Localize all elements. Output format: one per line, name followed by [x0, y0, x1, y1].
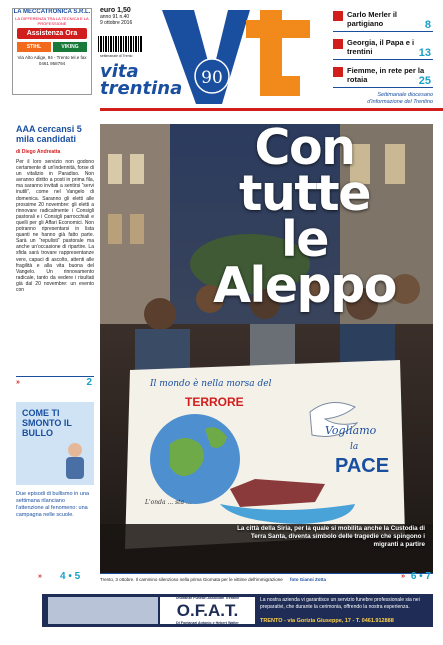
ofat-logo — [160, 597, 255, 624]
ofat-address: TRENTO - via Gorizia Giuseppe, 17 - T. 0461.912888 — [260, 618, 394, 624]
price: euro 1,50 — [100, 7, 131, 14]
ad-meccatronica[interactable] — [12, 8, 92, 95]
tagline-line2: d'informazione del Trentino — [367, 99, 433, 105]
banner-text-small: L'onda ... sta ... — [145, 499, 192, 506]
logo-number: 90 — [201, 68, 223, 88]
photo-credit: foto Gianni Zotta — [290, 577, 327, 582]
ad-banner: Assistenza Ora — [17, 28, 87, 39]
tagline-line1: Settimanale diocesano — [377, 92, 433, 98]
banner-text-terrore: TERRORE — [185, 395, 244, 409]
ofat-text: La nostra azienda vi garantisce un servizio funebre professionale sia nei preparativi, che durante la cerimonia, offrendo la nostra esperienza. — [260, 597, 420, 610]
sidebar-body: Per il loro servizio non godono certamente di un'indennità, forse di un vitalizio in Paradiso. Non avranno diritto a posti in prima fila, ma saranno invitati a sentirsi “servi inutili”, come nel Vangelo di domenica. Saranno gli eletti alle prossime 20 novembre: gli eletti a rinnovare radicalmente i Consigli pastorali e i Consigli parrocchiali e quelli per gli Affari Economici. Non potranno ripresentarsi in lista quanti ne hanno già fatto parte. Sarà un “repulisti” pastorale ma anche un'occasione di ripartire. La sfida sarà trovare rappresentanze vere, capaci di ascolto, attenti alle fragilità e alla vita buona del Vangelo. Un rinnovamento radicale, tanto da vedere i risultati già dal 20 novembre: un evento con — [16, 159, 94, 293]
toc-title: Carlo Merler il partigiano — [347, 10, 398, 28]
wordmark — [100, 61, 183, 99]
child-figure-icon — [60, 441, 90, 481]
footer-page-number[interactable]: 6 • 7 — [410, 571, 431, 582]
banner-text-la: la — [350, 442, 359, 452]
sidebar-page-link[interactable] — [16, 376, 94, 389]
peace-banner — [125, 360, 405, 549]
headline-line2: le Aleppo — [213, 211, 396, 314]
ad-company: LA MECCATRONICA S.R.L. — [13, 9, 91, 15]
arrow-right-icon: » — [38, 573, 42, 580]
sidebar-page-number: 2 — [86, 377, 92, 388]
toc-page: 13 — [418, 47, 431, 59]
sidebar-article[interactable] — [16, 124, 94, 293]
postal-note: settimanale di Trento — [100, 54, 133, 58]
headline — [182, 119, 427, 314]
bullo-body: Due episodi di bullismo in una settimana rilanciano l'attenzione al fenomeno: una campagna nelle scuole. — [16, 491, 90, 518]
ofat-logo-sub: Di Fontanari Antonio e Hebert Walter — [176, 621, 239, 625]
masthead-tagline — [333, 92, 433, 106]
barcode-image — [98, 36, 143, 52]
issue-date: 9 ottobre 2016 — [100, 20, 133, 26]
toc-marker-icon — [333, 67, 343, 77]
header-divider — [100, 108, 443, 111]
photo-caption: La città della Siria, per la quale si mobilita anche la Custodia di Terra Santa, diventa simbolo delle tragedie che spingono i migranti a partire — [237, 525, 425, 548]
toc-item[interactable] — [333, 36, 433, 60]
bullo-image — [16, 402, 94, 485]
toc-marker-icon — [333, 39, 343, 49]
toc-marker-icon — [333, 11, 343, 21]
ofat-logo-text: O.F.A.T. — [176, 601, 239, 620]
footer-note: Trento, 3 ottobre. Il cammino silenzioso nella prima Giornata per le vittime dell'immigrazione — [100, 577, 283, 582]
toc — [333, 8, 433, 92]
toc-item[interactable] — [333, 8, 433, 32]
toc-page: 8 — [424, 19, 431, 31]
ad-address: Via Alto Adige, 94 - Trento tel.e fax 0461 958794 — [17, 55, 87, 66]
headline-line1: Con tutte — [239, 119, 370, 222]
ofat-church-image — [48, 597, 158, 624]
toc-item[interactable] — [333, 64, 433, 88]
sidebar-author: di Diego Andreatta — [16, 149, 61, 155]
banner-text-vogliamo: Vogliamo — [325, 424, 377, 437]
ad-brand-stihl: STIHL — [17, 42, 51, 52]
ofat-header: Onoranze Funebri Associate Trentine — [175, 596, 240, 600]
toc-page: 25 — [418, 75, 431, 87]
toc-title: Georgia, il Papa e i trentini — [347, 38, 415, 56]
bullo-title: COME TI SMONTO IL BULLO — [22, 408, 72, 438]
sidebar-title: AAA cercansi 5 mila candidati — [16, 124, 82, 144]
ad-tagline: LA DIFFERENZA TRA LA TECNICA E LA PROFESSIONE — [15, 16, 89, 26]
toc-title: Fiemme, in rete per la rotaia — [347, 66, 425, 84]
bullo-article[interactable] — [16, 402, 94, 584]
banner-text-line1: Il mondo è nella morsa del — [150, 379, 272, 389]
bullo-page-number[interactable]: 4 • 5 — [60, 571, 81, 582]
ad-brand-viking: VIKING — [53, 42, 87, 52]
photo-credit-strip — [100, 573, 433, 586]
wordmark-vita: vita — [100, 61, 139, 82]
ad-ofat[interactable] — [42, 594, 433, 627]
issue-number: anno 91 n.40 — [100, 14, 130, 20]
wordmark-trentina: trentina — [100, 78, 183, 99]
arrow-right-icon: » — [16, 379, 20, 386]
banner-text-pace: PACE — [335, 455, 390, 477]
arrow-right-icon: » — [401, 573, 405, 580]
